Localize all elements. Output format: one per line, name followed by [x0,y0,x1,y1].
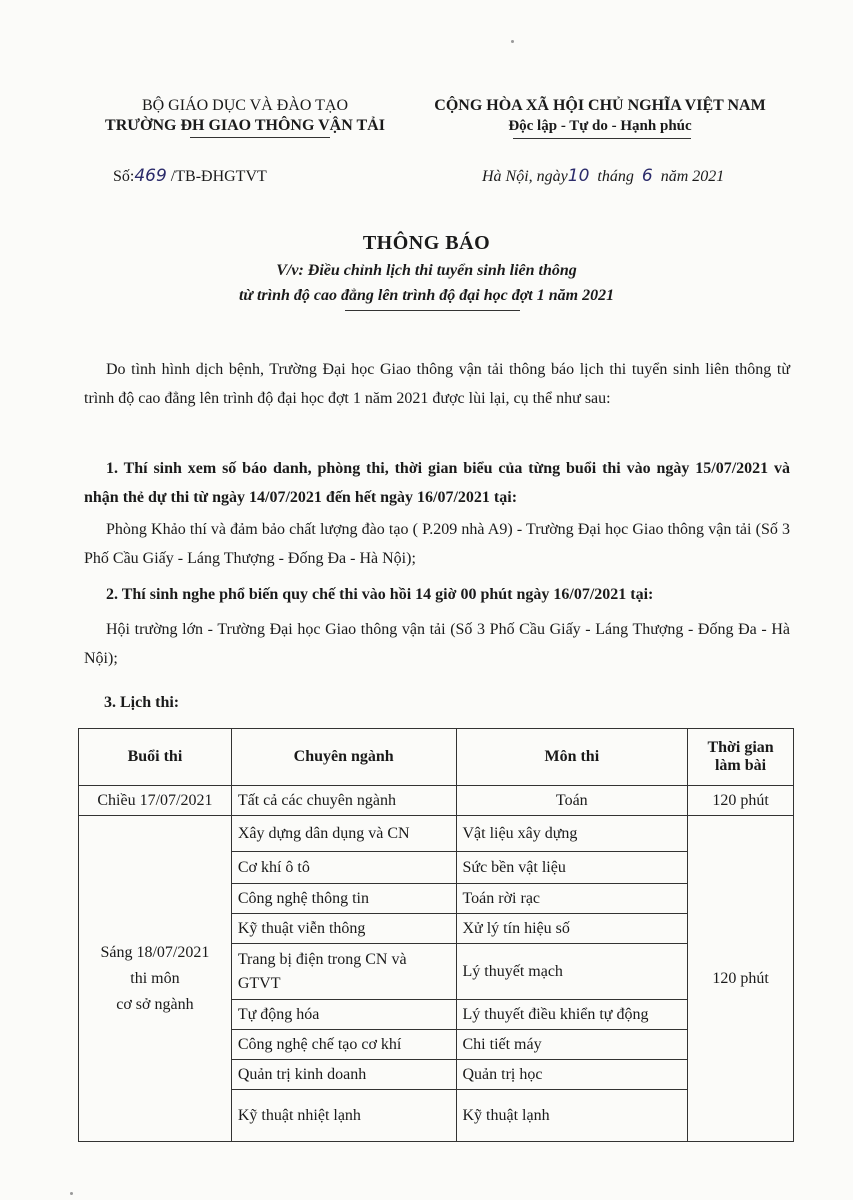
document-number [113,166,267,186]
session-line-2: thi môn [130,969,180,987]
item-1-text: Phòng Khảo thí và đảm bảo chất lượng đào tạo ( P.209 nhà A9) - Trường Đại học Giao thông vận tải (Số 3 Phố Cầu Giấy - Láng Thượng - Đống Đa - Hà Nội); [84,521,790,567]
subtitle-line-2: từ trình độ cao đẳng lên trình độ đại học đợt 1 năm 2021 [238,287,615,304]
month-label: tháng [597,168,634,185]
header-session: Buổi thi [79,729,232,786]
item-3-heading: 3. Lịch thi: [104,694,180,711]
scan-speck [511,40,514,43]
issuer-block [80,96,410,136]
session-line-1: Sáng 18/07/2021 [100,943,210,961]
item-2-heading: 2. Thí sinh nghe phổ biến quy chế thi vào hồi 14 giờ 00 phút ngày 16/07/2021 tại: [106,586,654,603]
date-place: Hà Nội, ngày [482,168,568,185]
major-cell: Cơ khí ô tô [231,852,456,884]
header-subject: Môn thi [456,729,688,786]
ministry-name: BỘ GIÁO DỤC VÀ ĐÀO TẠO [141,97,349,114]
duration-cell: 120 phút [688,786,794,816]
subtitle-underline [345,310,520,311]
session-line-3: cơ sở ngành [116,995,194,1013]
header-duration: Thời gian làm bài [688,729,794,786]
table-row [79,816,794,852]
number-suffix: /TB-ĐHGTVT [170,168,267,185]
subtitle-line-1: V/v: Điều chỉnh lịch thi tuyển sinh liên thông [276,262,577,279]
scan-speck [70,1192,73,1195]
handwritten-day: 10 [567,166,590,186]
major-cell: Trang bị điện trong CN và GTVT [231,944,456,1000]
subject-cell: Quản trị học [456,1060,688,1090]
motto: Độc lập - Tự do - Hạnh phúc [508,118,692,134]
national-header [410,96,790,136]
handwritten-number: 469 [134,166,167,186]
subject-cell: Toán [456,786,688,816]
subject-cell: Lý thuyết điều khiển tự động [456,1000,688,1030]
intro-paragraph: Do tình hình dịch bệnh, Trường Đại học Giao thông vận tải thông báo lịch thi tuyển sinh liên thông từ trình độ cao đẳng lên trình độ đại học đợt 1 năm 2021 được lùi lại, cụ thể như sau: [84,361,790,407]
republic-title: CỘNG HÒA XÃ HỘI CHỦ NGHĨA VIỆT NAM [434,97,766,114]
subject-cell: Kỹ thuật lạnh [456,1090,688,1142]
table-row [79,786,794,816]
major-cell: Kỹ thuật viễn thông [231,914,456,944]
subject-cell: Xử lý tín hiệu số [456,914,688,944]
subject-cell: Lý thuyết mạch [456,944,688,1000]
university-name: TRƯỜNG ĐH GIAO THÔNG VẬN TẢI [105,117,385,134]
item-1-heading: 1. Thí sinh xem số báo danh, phòng thi, thời gian biểu của từng buổi thi vào ngày 15/07/2021 và nhận thẻ dự thi từ ngày 14/07/2021 đến hết ngày 16/07/2021 tại: [84,460,790,506]
number-prefix: Số: [113,168,135,185]
major-cell: Xây dựng dân dụng và CN [231,816,456,852]
year-label: năm 2021 [660,168,725,185]
issuer-underline [190,137,330,138]
major-cell: Tất cả các chuyên ngành [231,786,456,816]
major-cell: Công nghệ thông tin [231,884,456,914]
handwritten-month: 6 [641,166,653,186]
document-date [482,166,724,186]
header-major: Chuyên ngành [231,729,456,786]
subject-cell: Sức bền vật liệu [456,852,688,884]
table-header-row [79,729,794,786]
major-cell: Kỹ thuật nhiệt lạnh [231,1090,456,1142]
session-cell: Chiều 17/07/2021 [79,786,232,816]
session-cell-morning [79,816,232,1142]
item-2-text: Hội trường lớn - Trường Đại học Giao thông vận tải (Số 3 Phố Cầu Giấy - Láng Thượng - Đống Đa - Hà Nội); [84,621,790,667]
major-cell: Tự động hóa [231,1000,456,1030]
subject-cell: Chi tiết máy [456,1030,688,1060]
major-cell: Công nghệ chế tạo cơ khí [231,1030,456,1060]
motto-underline [513,138,691,139]
exam-schedule-table [78,728,794,1142]
subject-cell: Vật liệu xây dựng [456,816,688,852]
document-title: THÔNG BÁO [362,232,491,254]
duration-cell-morning: 120 phút [688,816,794,1142]
major-cell: Quản trị kinh doanh [231,1060,456,1090]
subject-cell: Toán rời rạc [456,884,688,914]
